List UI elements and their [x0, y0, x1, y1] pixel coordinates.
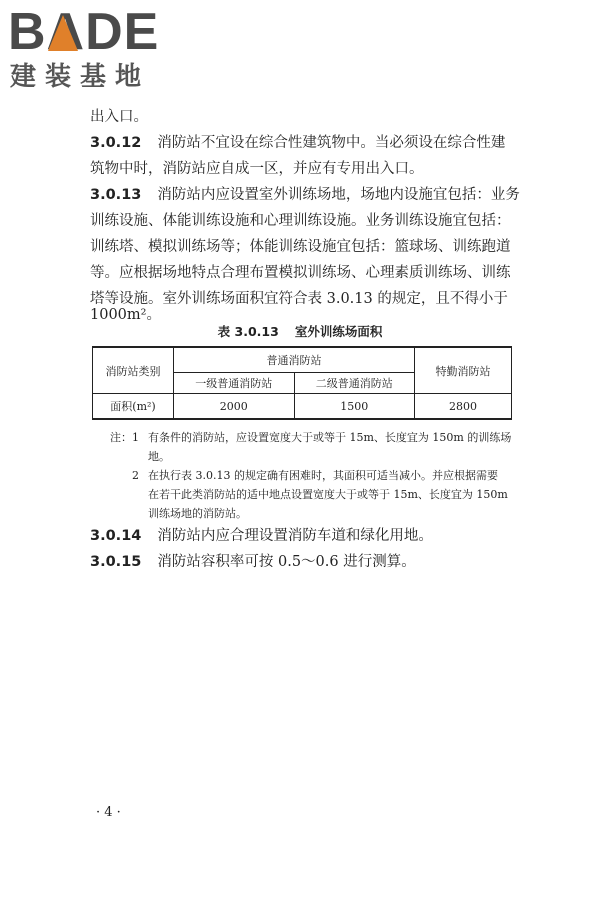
clause-3-0-13-line-6: 1000m²。	[90, 307, 161, 323]
clause-text: 消防站容积率可按 0.5～0.6 进行测算。	[157, 554, 416, 570]
note-2-line-3: 训练场地的消防站。	[148, 507, 247, 520]
clause-3-0-13-line-4: 等。应根据场地特点合理布置模拟训练场、心理素质训练场、训练	[90, 265, 511, 281]
body-continuation: 出入口。	[90, 109, 148, 125]
subheader-first-class: 一级普通消防站	[174, 373, 295, 394]
clause-3-0-12-line-1	[90, 130, 505, 156]
clause-text: 消防站不宜设在综合性建筑物中。当必须设在综合性建	[157, 135, 506, 151]
clause-number: 3.0.14	[90, 528, 142, 544]
clause-3-0-12-line-2: 筑物中时，消防站应自成一区，并应有专用出入口。	[90, 161, 424, 177]
clause-number: 3.0.12	[90, 135, 142, 151]
clause-text: 消防站内应合理设置消防车道和绿化用地。	[157, 528, 433, 544]
clause-number: 3.0.15	[90, 554, 142, 570]
table-caption	[0, 322, 600, 340]
value-second-class: 1500	[294, 394, 415, 420]
clause-3-0-13-line-5: 塔等设施。室外训练场面积宜符合表 3.0.13 的规定，且不得小于	[90, 291, 508, 307]
training-area-table	[92, 346, 512, 420]
logo-wordmark: BADE	[8, 3, 160, 61]
note-2	[110, 466, 525, 523]
note-1	[110, 428, 525, 466]
subheader-second-class: 二级普通消防站	[294, 373, 415, 394]
note-2-line-1: 在执行表 3.0.13 的规定确有困难时，其面积可适当减小。并应根据需要	[148, 469, 498, 482]
bade-logo	[8, 3, 183, 96]
logo-triangle-icon	[48, 15, 78, 51]
header-normal-station: 普通消防站	[174, 347, 415, 373]
clause-3-0-14	[90, 523, 433, 549]
row-area-label: 面积(m²)	[93, 394, 174, 420]
clause-3-0-13-line-3: 训练塔、模拟训练场等；体能训练设施宜包括：篮球场、训练跑道	[90, 239, 511, 255]
table-row	[93, 394, 512, 420]
note-1-line-1: 有条件的消防站，应设置宽度大于或等于 15m、长度宜为 150m 的训练场	[148, 431, 512, 444]
value-first-class: 2000	[174, 394, 295, 420]
clause-text: 消防站内应设置室外训练场地，场地内设施宜包括：业务	[157, 187, 520, 203]
note-2-line-2: 在若干此类消防站的适中地点设置宽度大于或等于 15m、长度宜为 150m	[148, 488, 508, 501]
clause-number: 3.0.13	[90, 187, 142, 203]
header-station-type: 消防站类别	[93, 347, 174, 394]
header-special-station: 特勤消防站	[415, 347, 512, 394]
logo-subtitle: 建装基地	[10, 62, 151, 92]
note-1-tag: 注：1	[110, 431, 139, 444]
table-caption-title: 室外训练场面积	[294, 324, 383, 339]
clause-3-0-15	[90, 549, 416, 575]
clause-3-0-13-line-1	[90, 182, 520, 208]
clause-3-0-13-line-2: 训练设施、体能训练设施和心理训练设施。业务训练设施宜包括：	[90, 213, 511, 229]
table-caption-number: 表 3.0.13	[217, 324, 279, 339]
note-1-line-2: 地。	[148, 450, 170, 463]
page-number-text: · 4 ·	[96, 805, 121, 820]
table-header-row	[93, 347, 512, 373]
value-special: 2800	[415, 394, 512, 420]
note-2-tag: 2	[132, 469, 139, 482]
